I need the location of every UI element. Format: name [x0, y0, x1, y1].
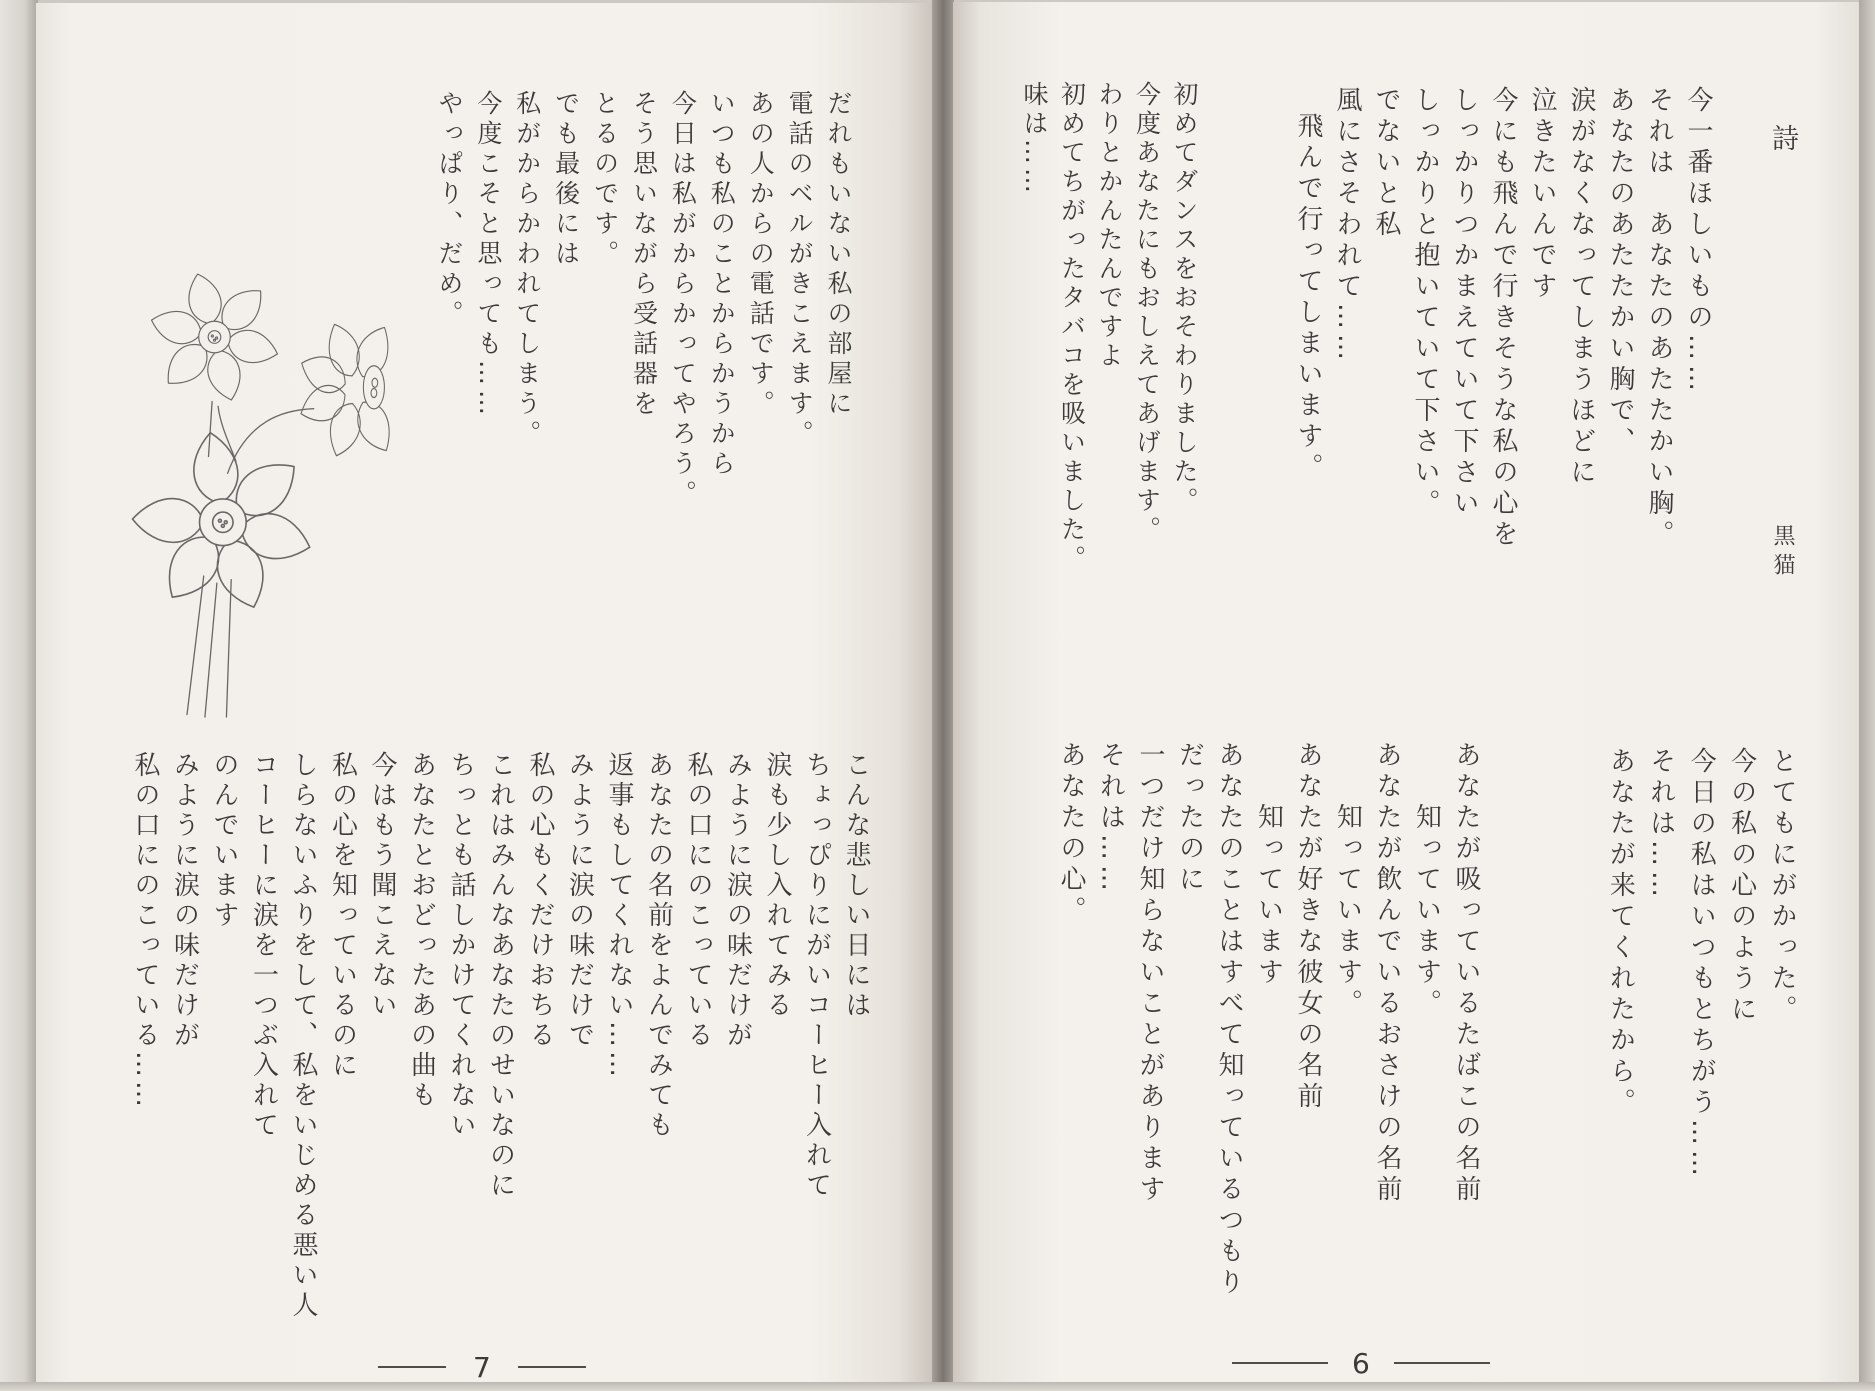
- poem-line: 今日は私がからかってやろう。: [668, 90, 698, 510]
- poem-line: 今にも飛んで行きそうな私の心を: [1488, 86, 1518, 551]
- poem-line: それは……: [1645, 747, 1676, 902]
- poem-line: とてもにがかった。: [1767, 747, 1797, 1026]
- poem-line: みように涙の味だけが: [722, 751, 753, 1051]
- page-number-dash: [1394, 1362, 1490, 1364]
- poem-title: 詩: [1767, 124, 1798, 151]
- poem-line: わりとかんたんですよ: [1095, 81, 1124, 371]
- flower-stems: [187, 402, 314, 717]
- poem-line: 私の心を知っているのに: [327, 751, 358, 1081]
- poem-line: のんでいます: [209, 751, 239, 931]
- poem-line: 涙も少し入れてみる: [762, 751, 792, 1021]
- poem-line: でないと私: [1371, 86, 1401, 241]
- poem-line: あなたが飲んでいるおさけの名前: [1372, 741, 1402, 1206]
- poem-line: 知っています。: [1411, 803, 1442, 1020]
- poem-line: 初めてダンスをおそわりました。: [1170, 81, 1199, 516]
- poem-line: それは……: [1095, 741, 1126, 896]
- poem-line: とるのです。: [590, 90, 620, 270]
- poem-line: あなたが好きな彼女の名前: [1293, 741, 1323, 1113]
- page-number: [378, 1350, 586, 1384]
- poem-line: コーヒーに涙を一つぶ入れて: [248, 751, 279, 1141]
- book-gutter: [932, 0, 954, 1391]
- poem-line: みように涙の味だけで: [564, 751, 595, 1051]
- poem-line: あの人からの電話です。: [746, 90, 776, 420]
- poem-line: あなたが来てくれたから。: [1605, 747, 1636, 1119]
- narcissus-drawing: [102, 245, 413, 723]
- poem-line: こんな悲しい日には: [841, 751, 871, 1021]
- poem-line: ちっとも話しかけてくれない: [446, 751, 476, 1141]
- poem-stanza: [125, 751, 876, 1321]
- page-number-value: 6: [1352, 1346, 1370, 1380]
- poem-line: しっかりと抱いていて下さい。: [1410, 86, 1440, 520]
- poem-line: 今日の私はいつもとちがう……: [1686, 747, 1717, 1181]
- flower-top: [147, 270, 281, 404]
- poem-line: ちょっぴりにがいコーヒー入れて: [801, 751, 832, 1201]
- poem-line: 私の口にのこっている: [683, 751, 713, 1051]
- book-edge-right: [1859, 0, 1875, 1391]
- poem-line: 風にさそわれて……: [1332, 86, 1362, 365]
- page-number-dash: [1232, 1362, 1328, 1364]
- poem-author: 黒猫: [1770, 524, 1795, 582]
- poem-line: あなたのことはすべて知っているつもり: [1214, 741, 1244, 1299]
- poem-stanza: [1600, 747, 1802, 1181]
- poem-line: 涙がなくなってしまうほどに: [1566, 86, 1596, 489]
- poem-line: だれもいない私の部屋に: [824, 90, 853, 420]
- poem-line: しらないふりをして、私をいじめる悪い人: [288, 751, 318, 1321]
- page-number: [1232, 1346, 1490, 1380]
- poem-line: でも最後には: [551, 90, 581, 270]
- poem-line: 今はもう聞こえない: [367, 751, 397, 1021]
- poem-stanza: [1016, 81, 1204, 574]
- flower-bottom: [132, 430, 316, 615]
- book-edge-bottom: [0, 1382, 1875, 1391]
- poem-line: 私の口にのこっている……: [130, 751, 160, 1111]
- poem-line: だったのに: [1174, 741, 1205, 896]
- poem-line: あなたの名前をよんでみても: [643, 751, 674, 1141]
- poem-line: いつも私のことからかうから: [707, 90, 737, 480]
- poem-line: 味は……: [1020, 81, 1049, 197]
- poem-line: これはみんなあなたのせいなのに: [485, 751, 516, 1201]
- poem-stanza: [1288, 86, 1717, 551]
- poem-line: やっぱり、だめ。: [434, 90, 464, 330]
- poem-line: 一つだけ知らないことがあります: [1135, 741, 1165, 1206]
- poem-stanza: [429, 90, 857, 510]
- poem-line: 電話のベルがきこえます。: [785, 90, 815, 450]
- poem-line: あなたの心。: [1056, 741, 1086, 927]
- poem-line: 知っています。: [1332, 803, 1363, 1020]
- poem-line: 私がからかわれてしまう。: [512, 90, 542, 450]
- poem-line: みように涙の味だけが: [169, 751, 200, 1051]
- page-number-value: 7: [473, 1350, 491, 1384]
- poem-line: 初めてちがったタバコを吸いました。: [1057, 81, 1087, 574]
- poem-line: 泣きたいんです: [1527, 86, 1557, 303]
- poem-line: 今の私の心のように: [1726, 747, 1757, 1026]
- poem-line: しっかりつかまえていて下さい: [1449, 86, 1479, 520]
- poem-line: 飛んで行ってしまいます。: [1293, 112, 1323, 484]
- poem-line: 今一番ほしいもの……: [1683, 86, 1713, 396]
- book-edge-left: [0, 0, 38, 1391]
- page-number-dash: [518, 1366, 586, 1368]
- poem-line: 返事もしてくれない……: [604, 751, 634, 1081]
- poem-line: あなたのあたたかい胸で、: [1605, 86, 1635, 458]
- poem-line: それは あなたのあたたかい胸。: [1644, 86, 1674, 551]
- poem-line: 今度あなたにもおしえてあげます。: [1132, 81, 1162, 545]
- poem-line: 知っています: [1253, 803, 1284, 989]
- flower-side: [296, 318, 399, 462]
- poem-line: そう思いながら受話器を: [629, 90, 659, 420]
- poem-line: 今度こそと思っても……: [473, 90, 503, 420]
- poem-line: あなたとおどったあの曲も: [406, 751, 437, 1111]
- poem-line: 私の心もくだけおちる: [525, 751, 555, 1051]
- poem-line: あなたが吸っているたばこの名前: [1451, 741, 1481, 1206]
- poem-stanza: [1051, 741, 1486, 1299]
- page-number-dash: [378, 1366, 446, 1368]
